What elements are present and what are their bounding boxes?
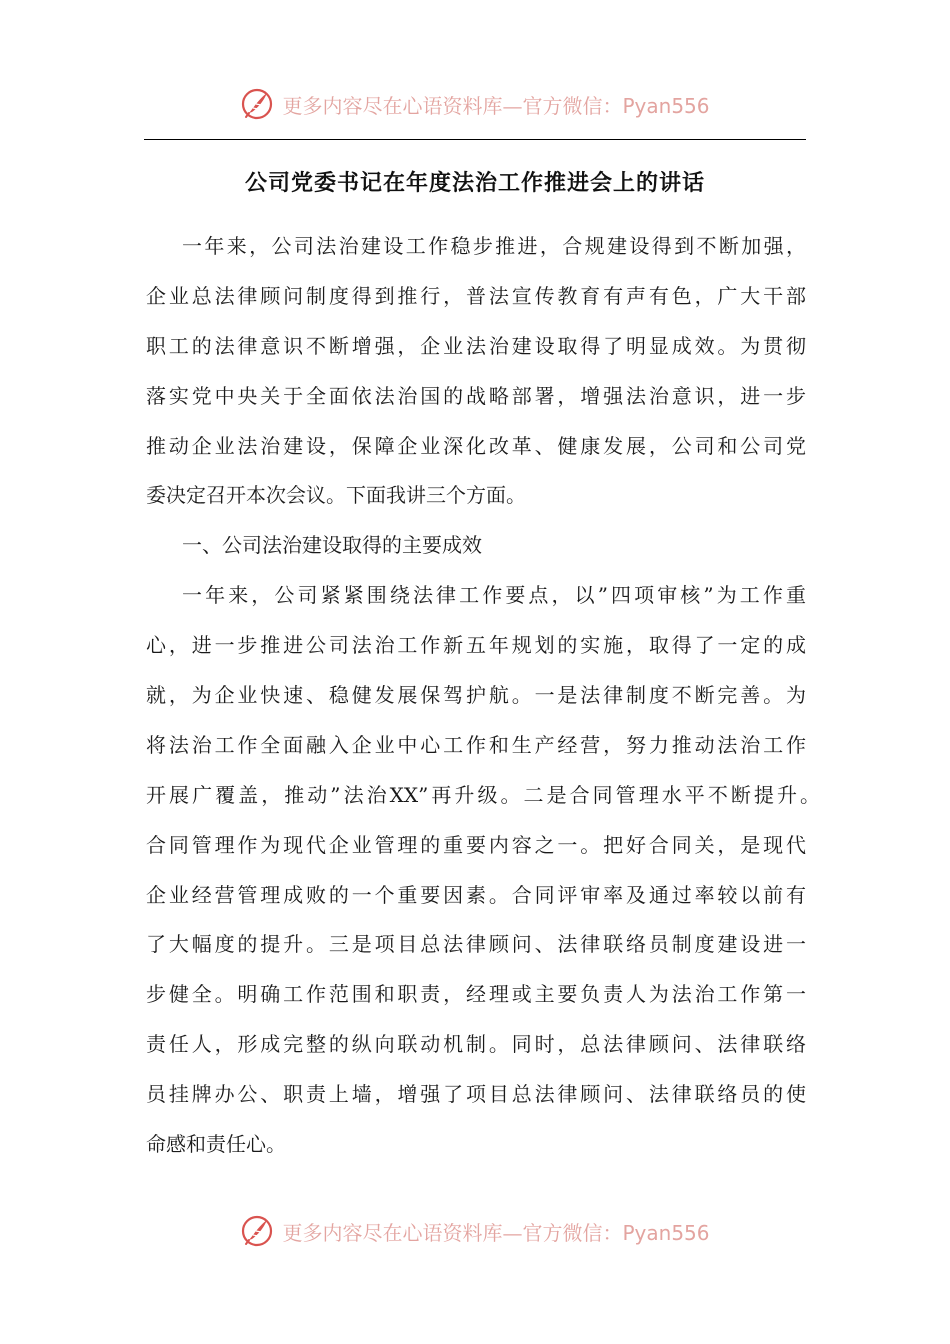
watermark-wechat-id: Pyan556 bbox=[622, 1220, 710, 1245]
watermark-caption: 更多内容尽在心语资料库—官方微信： bbox=[282, 1220, 623, 1245]
body-line: 步健全。明确工作范围和职责，经理或主要负责人为法治工作第一 bbox=[146, 982, 806, 1007]
watermark-wechat-id: Pyan556 bbox=[622, 93, 710, 118]
body-line: 员挂牌办公、职责上墙，增强了项目总法律顾问、法律联络员的使 bbox=[146, 1082, 806, 1107]
feather-pen-logo-icon bbox=[240, 1214, 274, 1248]
watermark-text bbox=[282, 1217, 709, 1246]
body-line: 推动企业法治建设，保障企业深化改革、健康发展，公司和公司党 bbox=[146, 433, 806, 458]
footer-watermark bbox=[0, 1211, 950, 1251]
body-line: 职工的法律意识不断增强，企业法治建设取得了明显成效。为贯彻 bbox=[146, 333, 806, 358]
body-line: 委决定召开本次会议。下面我讲三个方面。 bbox=[146, 483, 526, 508]
body-line: 命感和责任心。 bbox=[146, 1132, 286, 1157]
document-body bbox=[146, 222, 820, 1170]
watermark-caption: 更多内容尽在心语资料库—官方微信： bbox=[282, 93, 623, 118]
body-line: 开展广覆盖，推动”法治XX”再升级。二是合同管理水平不断提升。 bbox=[146, 782, 820, 807]
section-heading: 一、公司法治建设取得的主要成效 bbox=[182, 533, 482, 558]
header-divider bbox=[144, 139, 806, 140]
body-line: 企业经营管理成败的一个重要因素。合同评审率及通过率较以前有 bbox=[146, 882, 806, 907]
body-line: 心，进一步推进公司法治工作新五年规划的实施，取得了一定的成 bbox=[146, 633, 806, 658]
body-line: 责任人，形成完整的纵向联动机制。同时，总法律顾问、法律联络 bbox=[146, 1032, 806, 1057]
watermark-text bbox=[282, 90, 709, 119]
body-line: 就，为企业快速、稳健发展保驾护航。一是法律制度不断完善。为 bbox=[146, 683, 806, 708]
body-line: 一年来，公司法治建设工作稳步推进，合规建设得到不断加强， bbox=[182, 234, 806, 258]
body-line: 合同管理作为现代企业管理的重要内容之一。把好合同关，是现代 bbox=[146, 832, 806, 857]
body-line: 落实党中央关于全面依法治国的战略部署，增强法治意识，进一步 bbox=[146, 383, 806, 408]
document-title: 公司党委书记在年度法治工作推进会上的讲话 bbox=[244, 171, 705, 196]
body-line: 了大幅度的提升。三是项目总法律顾问、法律联络员制度建设进一 bbox=[146, 932, 806, 957]
body-line: 一年来，公司紧紧围绕法律工作要点，以”四项审核”为工作重 bbox=[182, 583, 806, 608]
feather-pen-logo-icon bbox=[240, 87, 274, 121]
body-line: 企业总法律顾问制度得到推行，普法宣传教育有声有色，广大干部 bbox=[146, 283, 806, 308]
header-watermark bbox=[0, 84, 950, 124]
body-line: 将法治工作全面融入企业中心工作和生产经营，努力推动法治工作 bbox=[146, 732, 806, 757]
